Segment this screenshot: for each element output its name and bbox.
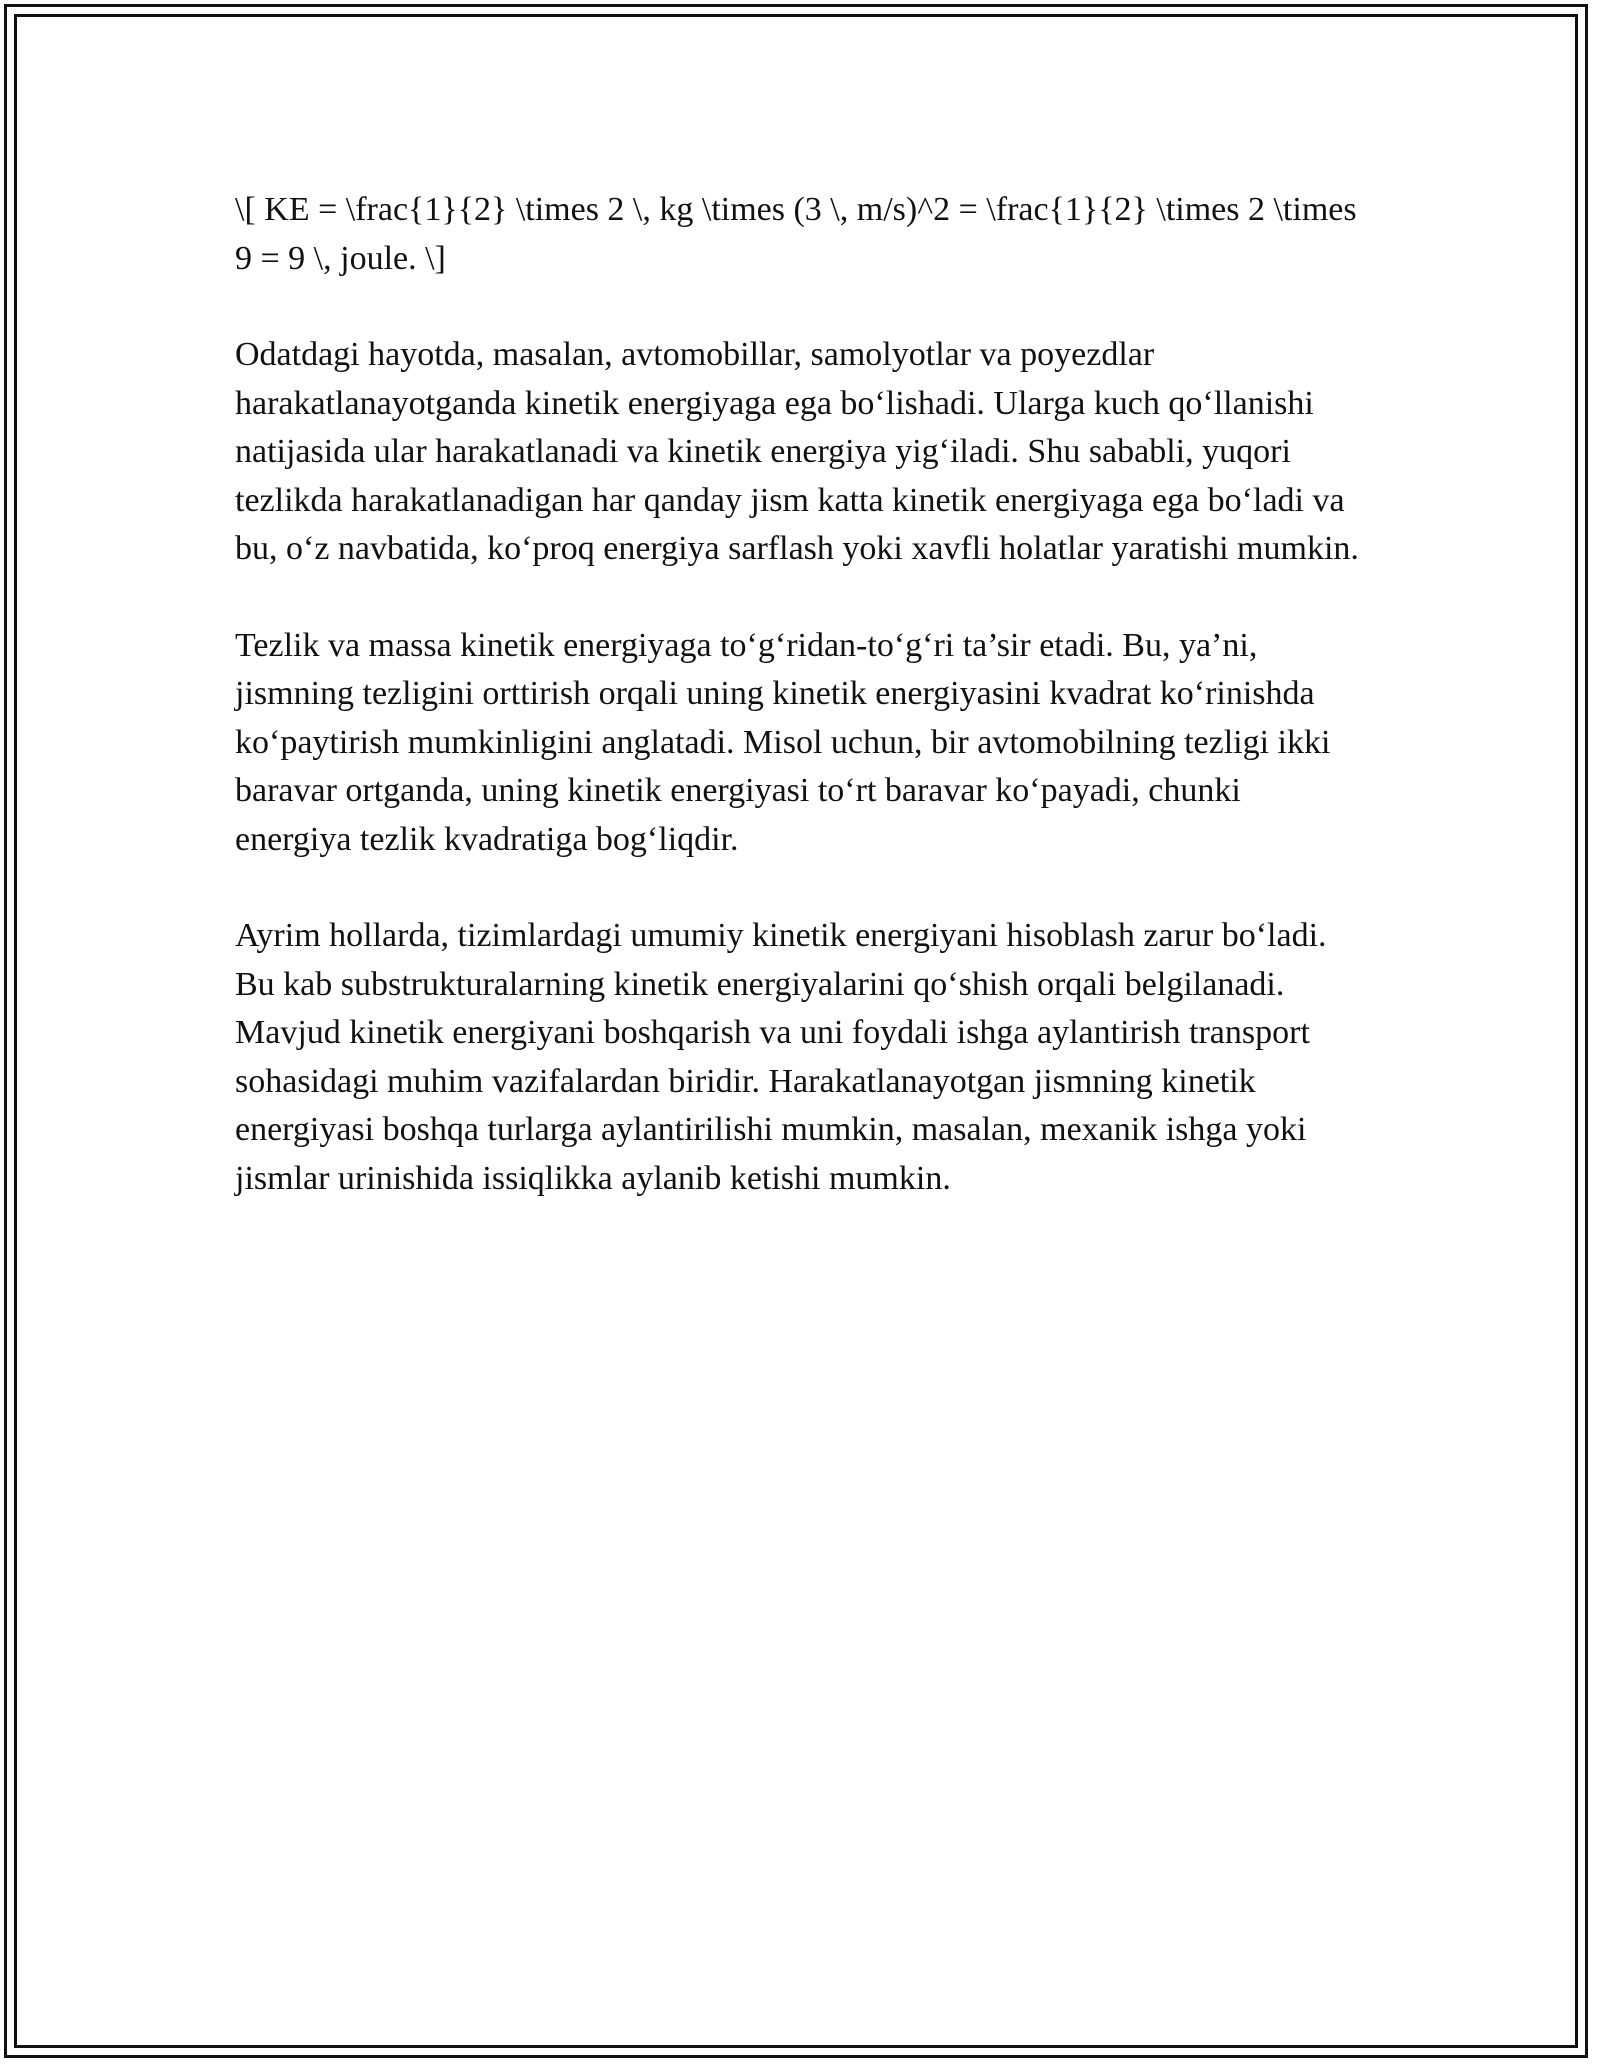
document-body (235, 186, 1365, 1251)
formula-paragraph: \[ KE = \frac{1}{2} \times 2 \, kg \times (3 \, m/s)^2 = \frac{1}{2} \times 2 \times 9 = 9 \, joule. \] (235, 191, 1357, 277)
paragraph-everyday-life: Odatdagi hayotda, masalan, avtomobillar, samolyotlar va poyezdlar harakatlanayotganda kinetik energiyaga ega bo‘lishadi. Ularga kuch qo‘llanishi natijasida ular harakatlanadi va kinetik energiya yig‘iladi. Shu sababli, yuqori tezlikda harakatlanadigan har qanday jism katta kinetik energiyaga ega bo‘ladi va bu, o‘z navbatida, ko‘proq energiya sarflash yoki xavfli holatlar yaratishi mumkin. (235, 336, 1359, 567)
paragraph-total-energy: Ayrim hollarda, tizimlardagi umumiy kinetik energiyani hisoblash zarur bo‘ladi. Bu kab substrukturalarning kinetik energiyalarini qo‘shish orqali belgilanadi. Mavjud kinetik energiyani boshqarish va uni foydali ishga aylantirish transport sohasidagi muhim vazifalardan biridir. Harakatlanayotgan jismning kinetik energiyasi boshqa turlarga aylantirilishi mumkin, masalan, mexanik ishga yoki jismlar urinishida issiqlikka aylanib ketishi mumkin. (235, 917, 1327, 1197)
paragraph-speed-mass: Tezlik va massa kinetik energiyaga to‘g‘ridan-to‘g‘ri ta’sir etadi. Bu, ya’ni, jismning tezligini orttirish orqali uning kinetik energiyasini kvadrat ko‘rinishda ko‘paytirish mumkinligini anglatadi. Misol uchun, bir avtomobilning tezligi ikki baravar ortganda, uning kinetik energiyasi to‘rt baravar ko‘payadi, chunki energiya tezlik kvadratiga bog‘liqdir. (235, 626, 1331, 858)
